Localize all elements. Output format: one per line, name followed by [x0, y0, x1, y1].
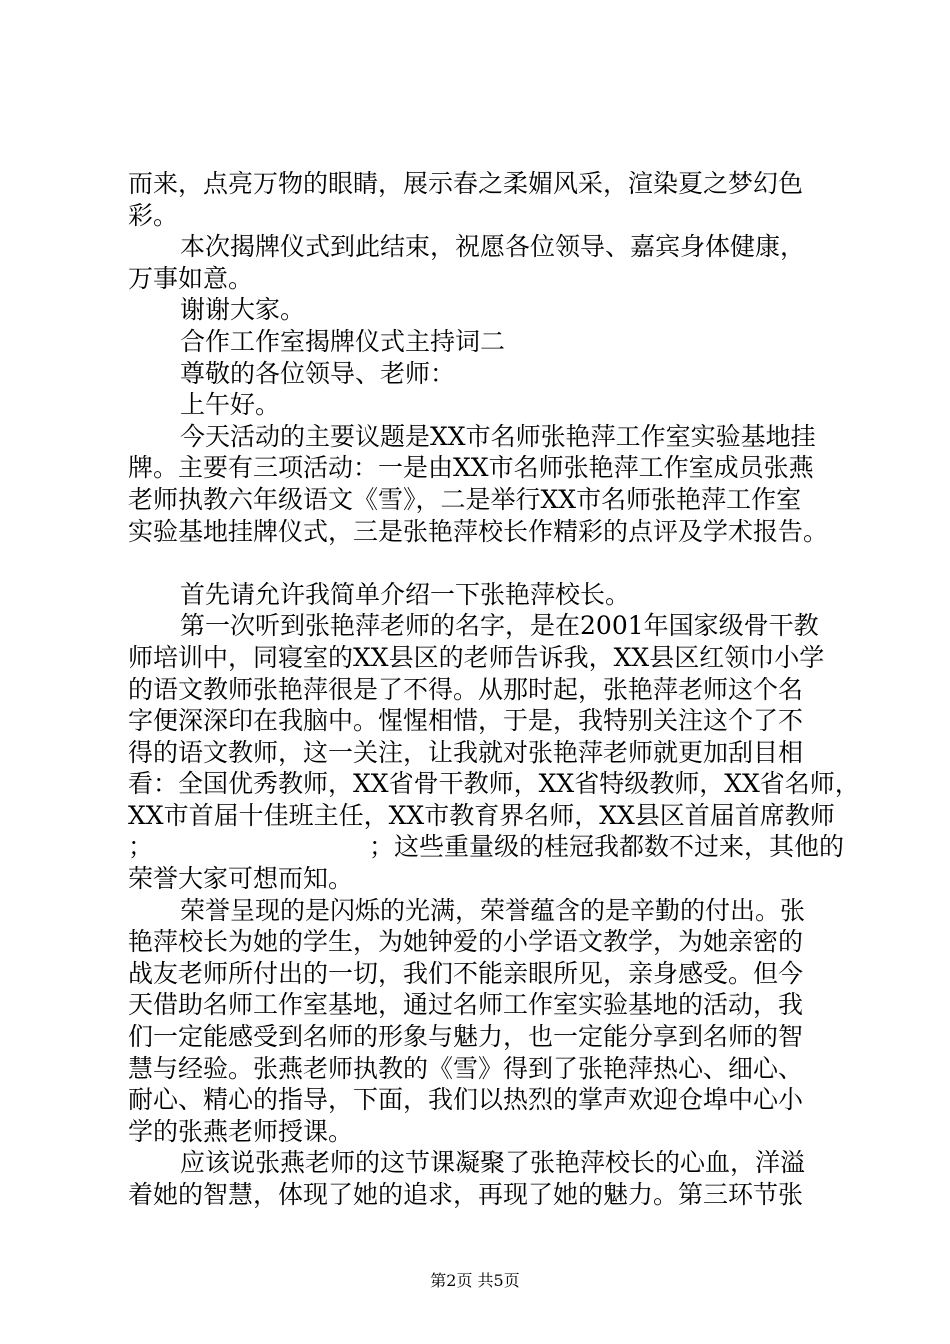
body-line: 天借助名师工作室基地，通过名师工作室实验基地的活动，我 — [128, 990, 804, 1020]
blank-line — [128, 547, 848, 579]
body-line: 师培训中，同寝室的XX县区的老师告诉我，XX县区红领巾小学 — [128, 642, 825, 672]
body-line: 第一次听到张艳萍老师的名字，是在2001年国家级骨干教 — [180, 611, 819, 641]
body-line: 看：全国优秀教师，XX省骨干教师，XX省特级教师，XX省名师， — [128, 769, 860, 799]
semicolon-mark: ； — [128, 832, 154, 862]
body-line: 首先请允许我简单介绍一下张艳萍校长。 — [180, 579, 631, 609]
document-body — [128, 168, 860, 1211]
body-line: 得的语文教师，这一关注，让我就对张艳萍老师就更加刮目相 — [128, 737, 804, 767]
body-line: 荣誉呈现的是闪烁的光满，荣誉蕴含的是辛勤的付出。张 — [180, 895, 806, 925]
body-line: 今天活动的主要议题是XX市名师张艳萍工作室实验基地挂 — [180, 421, 816, 451]
body-line: 着她的智慧，体现了她的追求，再现了她的魅力。第三环节张 — [128, 1180, 804, 1209]
page-number: 第2页 共5页 — [430, 1271, 520, 1290]
section-title: 合作工作室揭牌仪式主持词二 — [180, 326, 506, 356]
body-line: 老师执教六年级语文《雪》，二是举行XX市名师张艳萍工作室 — [128, 484, 802, 514]
body-line: 而来，点亮万物的眼睛，展示春之柔媚风采，渲染夏之梦幻色 — [128, 169, 804, 198]
body-line: 荣誉大家可想而知。 — [128, 864, 354, 894]
body-line: 本次揭牌仪式到此结束，祝愿各位领导、嘉宾身体健康， — [180, 232, 806, 262]
closing-thanks: 谢谢大家。 — [180, 295, 306, 325]
body-line: 学的张燕老师授课。 — [128, 1116, 354, 1146]
body-line: 彩。 — [128, 200, 179, 230]
body-line: 艳萍校长为她的学生，为她钟爱的小学语文教学，为她亲密的 — [128, 927, 804, 957]
body-line: 字便深深印在我脑中。惺惺相惜，于是，我特别关注这个了不 — [128, 706, 804, 736]
body-line: 实验基地挂牌仪式，三是张艳萍校长作精彩的点评及学术报告。 — [128, 516, 829, 546]
body-line: 们一定能感受到名师的形象与魅力，也一定能分享到名师的智 — [128, 1022, 804, 1052]
body-line: 应该说张燕老师的这节课凝聚了张艳萍校长的心血，洋溢 — [180, 1148, 806, 1178]
page-footer — [0, 1271, 950, 1291]
body-line: 牌。主要有三项活动：一是由XX市名师张艳萍工作室成员张燕 — [128, 453, 814, 483]
salutation: 尊敬的各位领导、老师： — [180, 358, 456, 388]
body-line: 耐心、精心的指导，下面，我们以热烈的掌声欢迎仓埠中心小 — [128, 1085, 804, 1115]
body-line: 的语文教师张艳萍很是了不得。从那时起，张艳萍老师这个名 — [128, 674, 804, 704]
body-line: XX市首届十佳班主任，XX市教育界名师，XX县区首届首席教师 — [128, 800, 835, 830]
greeting: 上午好。 — [180, 390, 281, 420]
body-line: 战友老师所付出的一切，我们不能亲眼所见，亲身感受。但今 — [128, 958, 804, 988]
body-line: 万事如意。 — [128, 263, 254, 293]
body-line-rest: ；这些重量级的桂冠我都数不过来，其他的 — [369, 832, 845, 862]
body-line: 慧与经验。张燕老师执教的《雪》得到了张艳萍热心、细心、 — [128, 1053, 804, 1083]
body-line-with-gap — [128, 831, 848, 863]
